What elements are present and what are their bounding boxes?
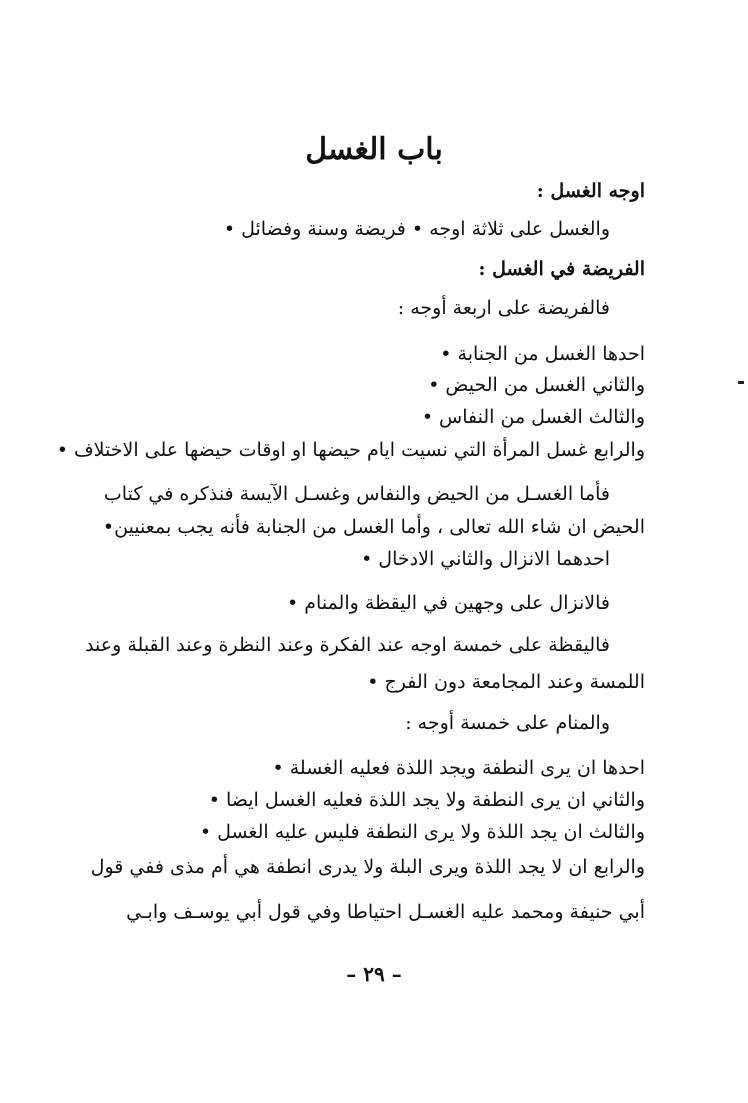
section-heading-obligatory-washing: الفريضة في الغسل : <box>478 258 645 280</box>
section-heading-washing-types: اوجه الغسل : <box>536 180 645 202</box>
text-line: فاليقظة على خمسة اوجه عند الفكرة وعند النظرة وعند القبلة وعند <box>85 634 610 656</box>
margin-mark <box>738 381 744 384</box>
page-number: – ٢٩ – <box>346 962 402 986</box>
text-line: والثاني ان يرى النطفة ولا يجد اللذة فعليه الغسل ايضا • <box>208 789 645 811</box>
text-line: احدها الغسل من الجنابة • <box>440 343 645 365</box>
text-line: أبي حنيفة ومحمد عليه الغسـل احتياطا وفي قول أبي يوسـف وابـي <box>126 901 645 923</box>
text-line: الحيض ان شاء الله تعالى ، وأما الغسل من الجنابة فأنه يجب بمعنيين• <box>102 516 645 538</box>
text-line: والغسل على ثلاثة اوجه • فريضة وسنة وفضائل • <box>223 218 610 240</box>
text-line: والرابع ان لا يجد اللذة ويرى البلة ولا يدرى انطفة هي أم مذى ففي قول <box>90 856 645 878</box>
text-line: والمنام على خمسة أوجه : <box>405 712 610 734</box>
text-line: والرابع غسل المرأة التي نسيت ايام حيضها او اوقات حيضها على الاختلاف • <box>56 439 645 461</box>
text-line: والثالث الغسل من النفاس • <box>421 406 645 428</box>
text-line: فالانزال على وجهين في اليقظة والمنام • <box>287 592 610 614</box>
text-line: والثالث ان يجد اللذة ولا يرى النطفة فليس عليه الغسل • <box>199 821 645 843</box>
chapter-title: باب الغسل <box>305 132 443 167</box>
text-line: والثاني الغسل من الحيض • <box>428 374 645 396</box>
text-line: احدهما الانزال والثاني الادخال • <box>361 548 610 570</box>
text-line: فالفريضة على اربعة أوجه : <box>397 297 610 319</box>
text-line: اللمسة وعند المجامعة دون الفرج • <box>367 671 645 693</box>
text-line: فأما الغسـل من الحيض والنفاس وغسـل الآيسة فنذكره في كتاب <box>103 483 610 505</box>
text-line: احدها ان يرى النطفة ويجد اللذة فعليه الغسلة • <box>272 757 645 779</box>
